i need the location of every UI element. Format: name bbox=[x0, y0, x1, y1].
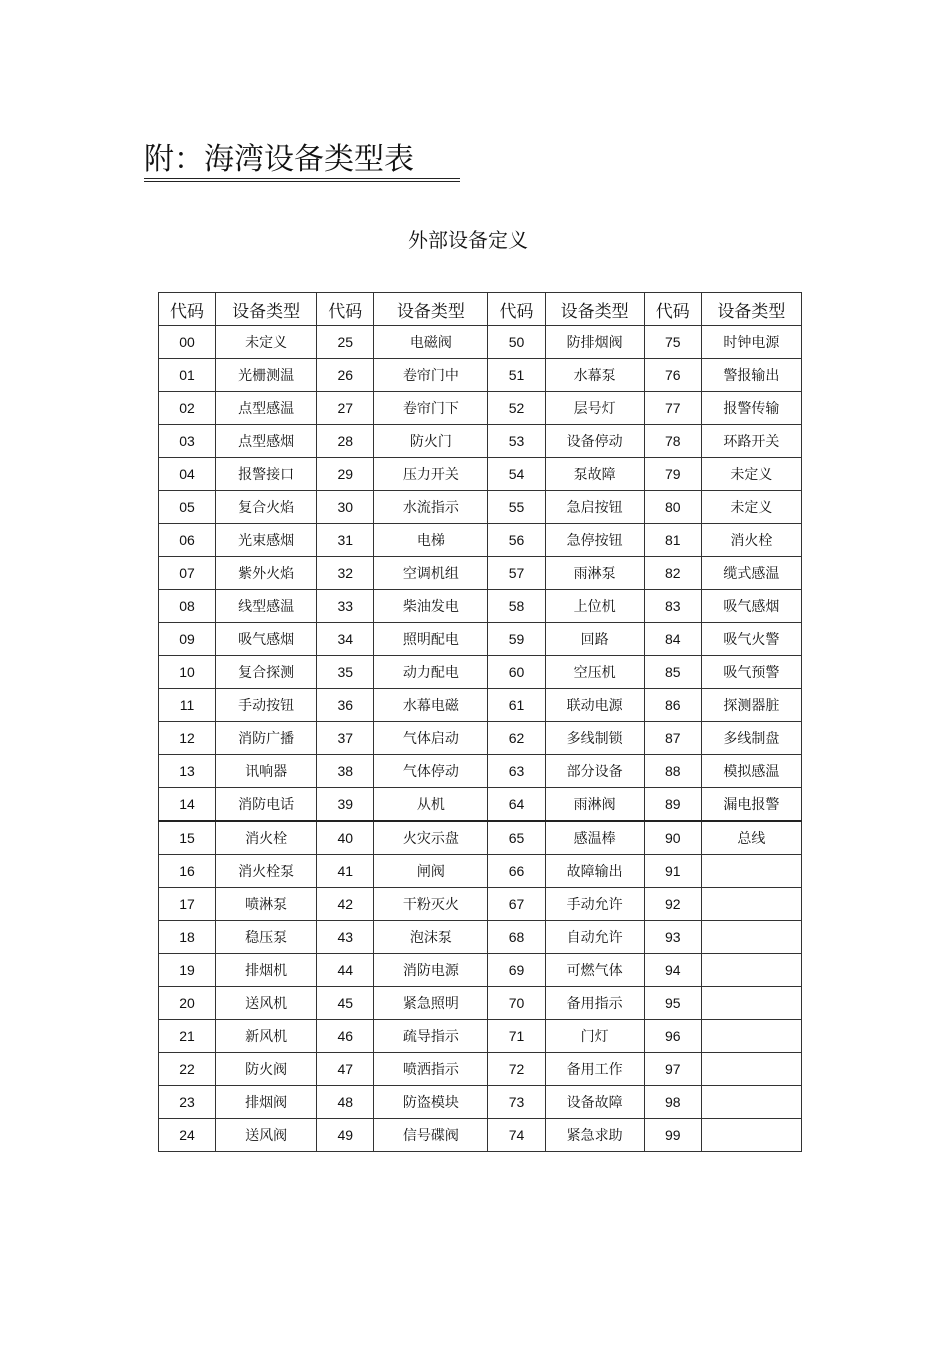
device-type-table bbox=[158, 292, 802, 1152]
device-type-cell: 吸气预警 bbox=[701, 656, 801, 689]
table-row bbox=[159, 821, 802, 855]
device-type-cell: 故障输出 bbox=[545, 855, 644, 888]
code-cell: 60 bbox=[488, 656, 545, 689]
device-type-cell: 气体启动 bbox=[374, 722, 488, 755]
code-cell: 63 bbox=[488, 755, 545, 788]
device-type-cell: 消火栓 bbox=[701, 524, 801, 557]
device-type-cell: 闸阀 bbox=[374, 855, 488, 888]
code-cell: 41 bbox=[317, 855, 374, 888]
code-cell: 54 bbox=[488, 458, 545, 491]
device-type-cell bbox=[701, 888, 801, 921]
code-cell: 00 bbox=[159, 326, 216, 359]
device-type-cell: 未定义 bbox=[216, 326, 317, 359]
device-type-cell: 未定义 bbox=[701, 458, 801, 491]
table-row bbox=[159, 623, 802, 656]
device-type-cell: 消火栓 bbox=[216, 821, 317, 855]
device-type-cell: 时钟电源 bbox=[701, 326, 801, 359]
device-type-cell: 泡沫泵 bbox=[374, 921, 488, 954]
code-cell: 82 bbox=[644, 557, 701, 590]
header-device-type: 设备类型 bbox=[701, 293, 801, 326]
code-cell: 12 bbox=[159, 722, 216, 755]
code-cell: 24 bbox=[159, 1119, 216, 1152]
code-cell: 92 bbox=[644, 888, 701, 921]
code-cell: 73 bbox=[488, 1086, 545, 1119]
table-row bbox=[159, 524, 802, 557]
device-type-cell bbox=[701, 921, 801, 954]
code-cell: 83 bbox=[644, 590, 701, 623]
device-type-cell: 层号灯 bbox=[545, 392, 644, 425]
code-cell: 97 bbox=[644, 1053, 701, 1086]
code-cell: 58 bbox=[488, 590, 545, 623]
device-type-cell: 送风阀 bbox=[216, 1119, 317, 1152]
code-cell: 68 bbox=[488, 921, 545, 954]
code-cell: 53 bbox=[488, 425, 545, 458]
table-row bbox=[159, 590, 802, 623]
device-type-cell: 警报输出 bbox=[701, 359, 801, 392]
code-cell: 05 bbox=[159, 491, 216, 524]
device-type-cell: 喷淋泵 bbox=[216, 888, 317, 921]
device-type-cell: 急停按钮 bbox=[545, 524, 644, 557]
code-cell: 23 bbox=[159, 1086, 216, 1119]
device-type-cell: 紫外火焰 bbox=[216, 557, 317, 590]
table-row bbox=[159, 888, 802, 921]
code-cell: 87 bbox=[644, 722, 701, 755]
code-cell: 25 bbox=[317, 326, 374, 359]
code-cell: 81 bbox=[644, 524, 701, 557]
code-cell: 13 bbox=[159, 755, 216, 788]
document-title: 附：海湾设备类型表 bbox=[144, 142, 414, 177]
device-type-cell: 电磁阀 bbox=[374, 326, 488, 359]
code-cell: 18 bbox=[159, 921, 216, 954]
table-body bbox=[159, 326, 802, 1152]
device-type-cell: 喷洒指示 bbox=[374, 1053, 488, 1086]
code-cell: 89 bbox=[644, 788, 701, 822]
code-cell: 20 bbox=[159, 987, 216, 1020]
device-type-cell bbox=[701, 1020, 801, 1053]
device-type-cell: 防排烟阀 bbox=[545, 326, 644, 359]
code-cell: 01 bbox=[159, 359, 216, 392]
device-type-cell: 水幕泵 bbox=[545, 359, 644, 392]
code-cell: 14 bbox=[159, 788, 216, 822]
table-row bbox=[159, 656, 802, 689]
code-cell: 70 bbox=[488, 987, 545, 1020]
code-cell: 75 bbox=[644, 326, 701, 359]
device-type-cell: 联动电源 bbox=[545, 689, 644, 722]
code-cell: 85 bbox=[644, 656, 701, 689]
code-cell: 57 bbox=[488, 557, 545, 590]
device-type-cell: 气体停动 bbox=[374, 755, 488, 788]
device-type-cell: 手动按钮 bbox=[216, 689, 317, 722]
device-type-cell bbox=[701, 1086, 801, 1119]
device-type-cell: 消防电源 bbox=[374, 954, 488, 987]
device-type-cell: 吸气感烟 bbox=[701, 590, 801, 623]
device-type-cell: 光栅测温 bbox=[216, 359, 317, 392]
code-cell: 32 bbox=[317, 557, 374, 590]
device-type-cell: 光束感烟 bbox=[216, 524, 317, 557]
code-cell: 62 bbox=[488, 722, 545, 755]
code-cell: 56 bbox=[488, 524, 545, 557]
code-cell: 69 bbox=[488, 954, 545, 987]
table-row bbox=[159, 458, 802, 491]
code-cell: 55 bbox=[488, 491, 545, 524]
device-type-cell: 模拟感温 bbox=[701, 755, 801, 788]
code-cell: 34 bbox=[317, 623, 374, 656]
device-type-cell: 柴油发电 bbox=[374, 590, 488, 623]
code-cell: 37 bbox=[317, 722, 374, 755]
device-type-cell: 紧急照明 bbox=[374, 987, 488, 1020]
code-cell: 19 bbox=[159, 954, 216, 987]
header-device-type: 设备类型 bbox=[374, 293, 488, 326]
code-cell: 43 bbox=[317, 921, 374, 954]
device-type-cell: 多线制盘 bbox=[701, 722, 801, 755]
code-cell: 93 bbox=[644, 921, 701, 954]
device-type-cell: 多线制锁 bbox=[545, 722, 644, 755]
code-cell: 22 bbox=[159, 1053, 216, 1086]
device-type-cell: 消火栓泵 bbox=[216, 855, 317, 888]
code-cell: 74 bbox=[488, 1119, 545, 1152]
device-type-cell: 回路 bbox=[545, 623, 644, 656]
code-cell: 52 bbox=[488, 392, 545, 425]
title-underline bbox=[144, 178, 460, 182]
device-type-cell: 卷帘门下 bbox=[374, 392, 488, 425]
code-cell: 59 bbox=[488, 623, 545, 656]
code-cell: 77 bbox=[644, 392, 701, 425]
device-type-cell: 急启按钮 bbox=[545, 491, 644, 524]
table-row bbox=[159, 788, 802, 822]
code-cell: 47 bbox=[317, 1053, 374, 1086]
code-cell: 16 bbox=[159, 855, 216, 888]
device-type-cell: 防火阀 bbox=[216, 1053, 317, 1086]
table-row bbox=[159, 1119, 802, 1152]
device-type-cell: 设备停动 bbox=[545, 425, 644, 458]
device-type-cell: 线型感温 bbox=[216, 590, 317, 623]
code-cell: 98 bbox=[644, 1086, 701, 1119]
device-type-cell: 探测器脏 bbox=[701, 689, 801, 722]
device-type-cell: 复合探测 bbox=[216, 656, 317, 689]
code-cell: 51 bbox=[488, 359, 545, 392]
table-row bbox=[159, 855, 802, 888]
table-row bbox=[159, 359, 802, 392]
device-type-cell: 设备故障 bbox=[545, 1086, 644, 1119]
device-type-cell: 未定义 bbox=[701, 491, 801, 524]
device-type-cell: 漏电报警 bbox=[701, 788, 801, 822]
code-cell: 29 bbox=[317, 458, 374, 491]
device-type-cell: 环路开关 bbox=[701, 425, 801, 458]
table-row bbox=[159, 755, 802, 788]
code-cell: 46 bbox=[317, 1020, 374, 1053]
header-device-type: 设备类型 bbox=[545, 293, 644, 326]
device-type-cell: 动力配电 bbox=[374, 656, 488, 689]
device-type-cell: 雨淋泵 bbox=[545, 557, 644, 590]
code-cell: 86 bbox=[644, 689, 701, 722]
table-row bbox=[159, 954, 802, 987]
device-type-cell: 泵故障 bbox=[545, 458, 644, 491]
device-type-cell bbox=[701, 855, 801, 888]
code-cell: 11 bbox=[159, 689, 216, 722]
code-cell: 99 bbox=[644, 1119, 701, 1152]
table-row bbox=[159, 326, 802, 359]
device-type-cell: 总线 bbox=[701, 821, 801, 855]
header-code: 代码 bbox=[159, 293, 216, 326]
code-cell: 04 bbox=[159, 458, 216, 491]
device-type-cell: 报警接口 bbox=[216, 458, 317, 491]
table-row bbox=[159, 392, 802, 425]
device-type-cell: 感温棒 bbox=[545, 821, 644, 855]
device-type-cell: 压力开关 bbox=[374, 458, 488, 491]
code-cell: 67 bbox=[488, 888, 545, 921]
code-cell: 30 bbox=[317, 491, 374, 524]
code-cell: 88 bbox=[644, 755, 701, 788]
code-cell: 45 bbox=[317, 987, 374, 1020]
device-type-cell: 点型感温 bbox=[216, 392, 317, 425]
device-type-cell bbox=[701, 1119, 801, 1152]
device-type-cell bbox=[701, 954, 801, 987]
device-type-cell: 报警传输 bbox=[701, 392, 801, 425]
code-cell: 90 bbox=[644, 821, 701, 855]
device-type-cell: 送风机 bbox=[216, 987, 317, 1020]
table-header-row bbox=[159, 293, 802, 326]
device-type-cell: 讯响器 bbox=[216, 755, 317, 788]
table-row bbox=[159, 557, 802, 590]
table-row bbox=[159, 722, 802, 755]
device-type-cell: 部分设备 bbox=[545, 755, 644, 788]
header-code: 代码 bbox=[488, 293, 545, 326]
device-type-cell: 从机 bbox=[374, 788, 488, 822]
device-type-cell: 空调机组 bbox=[374, 557, 488, 590]
table-row bbox=[159, 1053, 802, 1086]
code-cell: 09 bbox=[159, 623, 216, 656]
device-type-cell: 火灾示盘 bbox=[374, 821, 488, 855]
device-type-cell: 信号碟阀 bbox=[374, 1119, 488, 1152]
code-cell: 10 bbox=[159, 656, 216, 689]
code-cell: 07 bbox=[159, 557, 216, 590]
code-cell: 76 bbox=[644, 359, 701, 392]
code-cell: 35 bbox=[317, 656, 374, 689]
code-cell: 38 bbox=[317, 755, 374, 788]
code-cell: 33 bbox=[317, 590, 374, 623]
device-type-cell: 卷帘门中 bbox=[374, 359, 488, 392]
device-type-cell: 疏导指示 bbox=[374, 1020, 488, 1053]
device-type-cell: 可燃气体 bbox=[545, 954, 644, 987]
code-cell: 65 bbox=[488, 821, 545, 855]
table-row bbox=[159, 921, 802, 954]
code-cell: 06 bbox=[159, 524, 216, 557]
code-cell: 49 bbox=[317, 1119, 374, 1152]
table-row bbox=[159, 1086, 802, 1119]
code-cell: 95 bbox=[644, 987, 701, 1020]
code-cell: 91 bbox=[644, 855, 701, 888]
device-type-cell: 自动允许 bbox=[545, 921, 644, 954]
header-code: 代码 bbox=[644, 293, 701, 326]
device-type-cell: 水流指示 bbox=[374, 491, 488, 524]
code-cell: 03 bbox=[159, 425, 216, 458]
code-cell: 40 bbox=[317, 821, 374, 855]
code-cell: 02 bbox=[159, 392, 216, 425]
table-row bbox=[159, 1020, 802, 1053]
device-type-cell: 水幕电磁 bbox=[374, 689, 488, 722]
device-type-cell bbox=[701, 987, 801, 1020]
code-cell: 31 bbox=[317, 524, 374, 557]
code-cell: 26 bbox=[317, 359, 374, 392]
device-type-cell: 防火门 bbox=[374, 425, 488, 458]
device-type-cell: 雨淋阀 bbox=[545, 788, 644, 822]
code-cell: 39 bbox=[317, 788, 374, 822]
code-cell: 48 bbox=[317, 1086, 374, 1119]
device-type-cell: 照明配电 bbox=[374, 623, 488, 656]
code-cell: 42 bbox=[317, 888, 374, 921]
device-type-cell: 上位机 bbox=[545, 590, 644, 623]
device-type-cell: 防盗模块 bbox=[374, 1086, 488, 1119]
device-type-cell: 门灯 bbox=[545, 1020, 644, 1053]
device-type-cell: 新风机 bbox=[216, 1020, 317, 1053]
code-cell: 36 bbox=[317, 689, 374, 722]
header-code: 代码 bbox=[317, 293, 374, 326]
code-cell: 72 bbox=[488, 1053, 545, 1086]
code-cell: 79 bbox=[644, 458, 701, 491]
code-cell: 21 bbox=[159, 1020, 216, 1053]
code-cell: 50 bbox=[488, 326, 545, 359]
code-cell: 96 bbox=[644, 1020, 701, 1053]
code-cell: 80 bbox=[644, 491, 701, 524]
device-type-cell: 干粉灭火 bbox=[374, 888, 488, 921]
table-row bbox=[159, 425, 802, 458]
code-cell: 08 bbox=[159, 590, 216, 623]
device-type-cell: 稳压泵 bbox=[216, 921, 317, 954]
device-type-cell: 消防电话 bbox=[216, 788, 317, 822]
code-cell: 61 bbox=[488, 689, 545, 722]
code-cell: 17 bbox=[159, 888, 216, 921]
device-type-cell: 备用工作 bbox=[545, 1053, 644, 1086]
device-type-cell: 吸气感烟 bbox=[216, 623, 317, 656]
table-caption: 外部设备定义 bbox=[408, 228, 528, 252]
code-cell: 71 bbox=[488, 1020, 545, 1053]
code-cell: 84 bbox=[644, 623, 701, 656]
code-cell: 66 bbox=[488, 855, 545, 888]
code-cell: 64 bbox=[488, 788, 545, 822]
device-type-cell: 复合火焰 bbox=[216, 491, 317, 524]
table-row bbox=[159, 491, 802, 524]
device-type-cell: 消防广播 bbox=[216, 722, 317, 755]
device-type-cell bbox=[701, 1053, 801, 1086]
code-cell: 15 bbox=[159, 821, 216, 855]
code-cell: 44 bbox=[317, 954, 374, 987]
device-type-cell: 排烟阀 bbox=[216, 1086, 317, 1119]
device-type-cell: 手动允许 bbox=[545, 888, 644, 921]
table-row bbox=[159, 987, 802, 1020]
device-type-cell: 备用指示 bbox=[545, 987, 644, 1020]
code-cell: 27 bbox=[317, 392, 374, 425]
device-type-cell: 排烟机 bbox=[216, 954, 317, 987]
header-device-type: 设备类型 bbox=[216, 293, 317, 326]
table-row bbox=[159, 689, 802, 722]
code-cell: 28 bbox=[317, 425, 374, 458]
device-type-cell: 紧急求助 bbox=[545, 1119, 644, 1152]
code-cell: 78 bbox=[644, 425, 701, 458]
device-type-cell: 点型感烟 bbox=[216, 425, 317, 458]
device-type-cell: 空压机 bbox=[545, 656, 644, 689]
device-type-cell: 电梯 bbox=[374, 524, 488, 557]
device-type-cell: 缆式感温 bbox=[701, 557, 801, 590]
code-cell: 94 bbox=[644, 954, 701, 987]
device-type-cell: 吸气火警 bbox=[701, 623, 801, 656]
